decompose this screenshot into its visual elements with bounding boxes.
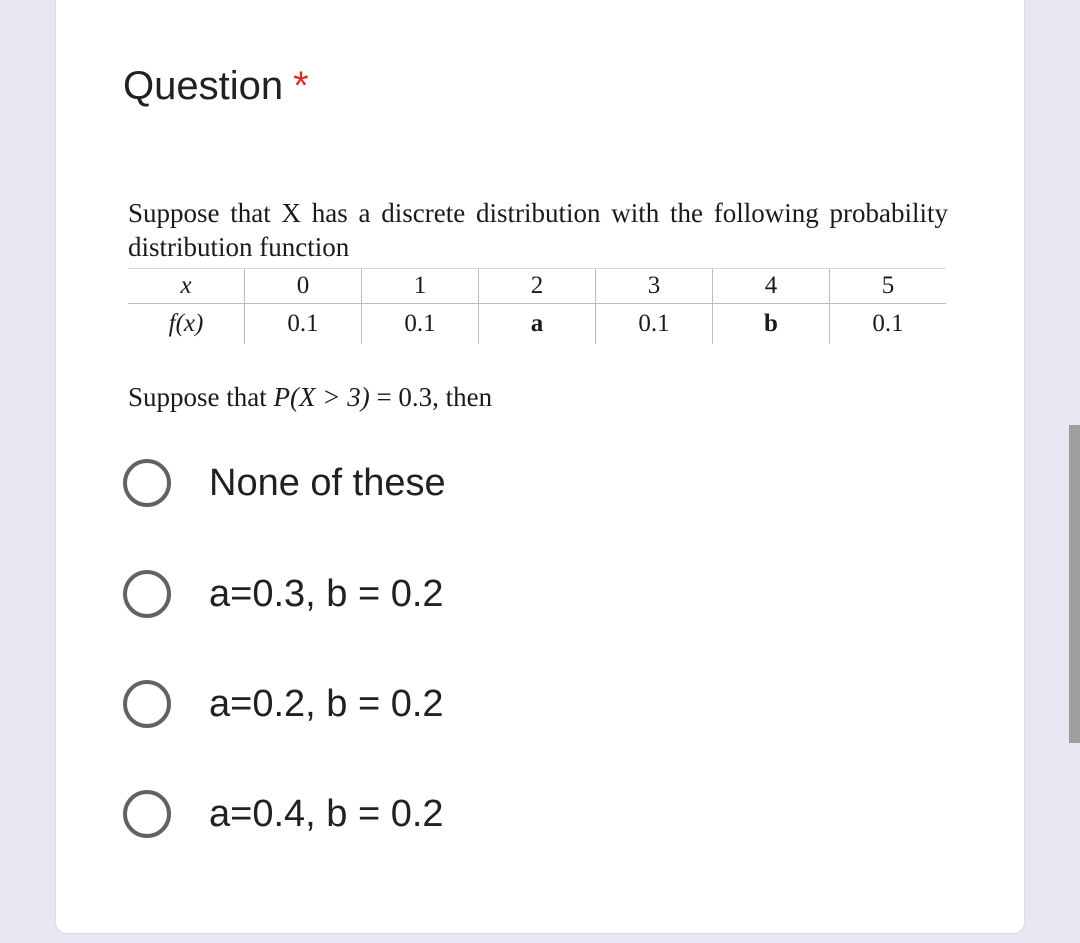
option-label[interactable]: a=0.4, b = 0.2 — [209, 792, 444, 835]
table-cell: 0.1 — [830, 304, 947, 345]
table-cell: 0.1 — [596, 304, 713, 345]
distribution-table — [128, 268, 946, 344]
condition-prefix: Suppose that — [128, 382, 274, 412]
option-a02-b02[interactable] — [123, 676, 444, 732]
radio-button[interactable] — [123, 680, 171, 728]
option-label[interactable]: None of these — [209, 461, 446, 504]
condition-equals: = 0.3, then — [369, 382, 493, 412]
option-a03-b02[interactable] — [123, 566, 444, 622]
table-cell-a: a — [479, 304, 596, 345]
radio-button[interactable] — [123, 459, 171, 507]
table-cell: 3 — [596, 269, 713, 304]
table-cell-b: b — [713, 304, 830, 345]
scrollbar[interactable] — [1069, 425, 1080, 743]
question-title — [123, 64, 309, 109]
table-header-x: x — [128, 269, 245, 304]
table-cell: 1 — [362, 269, 479, 304]
table-cell: 0 — [245, 269, 362, 304]
question-image — [128, 196, 948, 413]
option-none-of-these[interactable] — [123, 455, 446, 511]
table-cell: 0.1 — [245, 304, 362, 345]
table-row-x — [128, 269, 946, 304]
option-label[interactable]: a=0.3, b = 0.2 — [209, 572, 444, 615]
table-cell: 2 — [479, 269, 596, 304]
table-header-fx: f(x) — [168, 310, 204, 337]
table-cell: 5 — [830, 269, 947, 304]
required-asterisk: * — [293, 64, 309, 108]
table-cell: 4 — [713, 269, 830, 304]
condition-expression: P(X > 3) — [273, 382, 370, 412]
question-title-text: Question — [123, 64, 284, 108]
question-intro: Suppose that X has a discrete distribution with the following probability distribution function — [128, 198, 948, 262]
radio-button[interactable] — [123, 790, 171, 838]
table-row-fx — [128, 304, 946, 345]
table-cell: 0.1 — [362, 304, 479, 345]
option-label[interactable]: a=0.2, b = 0.2 — [209, 682, 444, 725]
option-a04-b02[interactable] — [123, 786, 444, 842]
radio-button[interactable] — [123, 570, 171, 618]
question-condition — [128, 382, 948, 413]
